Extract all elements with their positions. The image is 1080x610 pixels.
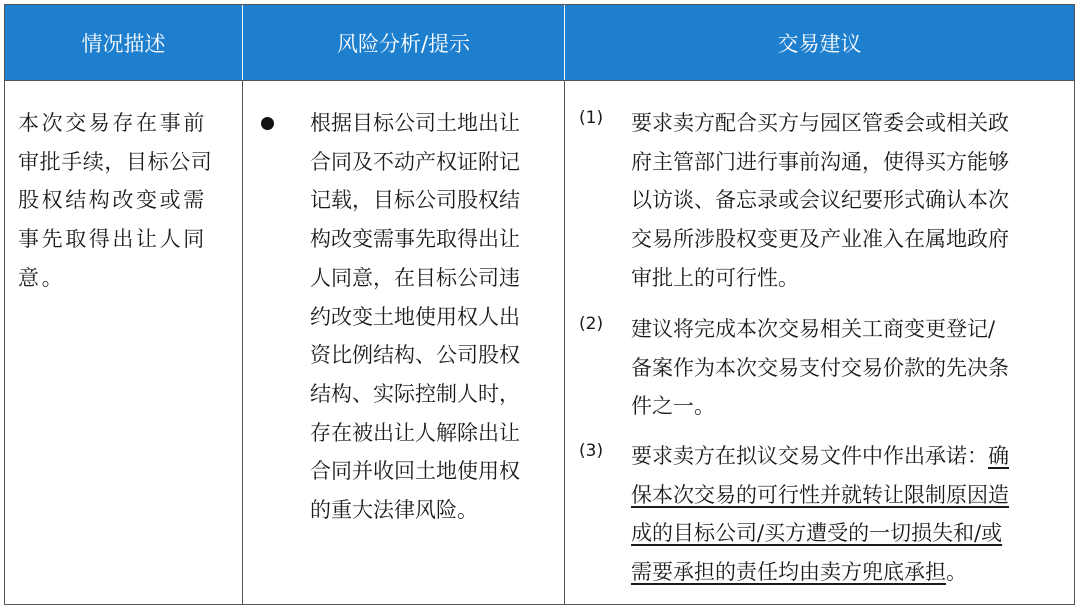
text-underlined-line: 成的目标公司/买方遭受的一切损失和/或 (631, 521, 1003, 546)
column-divider (564, 81, 565, 604)
item-number: (2) (579, 314, 604, 334)
text-line: 要求卖方配合买方与园区管委会或相关政 (631, 111, 1009, 135)
text-line: 资比例结构、公司股权 (310, 343, 520, 368)
text-line: 以访谈、备忘录或会议纪要形式确认本次 (631, 188, 1009, 213)
text-line: 交易所涉股权变更及产业准入在属地政府 (631, 227, 1009, 252)
item-number: (3) (579, 441, 604, 461)
text-line (631, 437, 1009, 476)
text-line: 的重大法律风险。 (310, 498, 478, 523)
header-divider (242, 5, 243, 80)
text-line: 府主管部门进行事前沟通，使得买方能够 (631, 149, 1009, 174)
text-line: 事先取得出让人同 (18, 227, 207, 252)
text-line: 人同意，在目标公司违 (310, 265, 520, 290)
text-line: 约改变土地使用权人出 (310, 304, 520, 329)
header-advice: 交易建议 (777, 32, 862, 56)
text-line: 审批上的可行性。 (631, 265, 799, 290)
text-line: 记载，目标公司股权结 (310, 188, 520, 213)
table-header (5, 5, 1074, 81)
item-text (631, 437, 1009, 592)
header-risk: 风险分析/提示 (336, 32, 471, 56)
text-line: 审批手续，目标公司 (18, 149, 213, 174)
column-divider (242, 81, 243, 604)
item-number: (1) (579, 108, 604, 128)
text-line: 备案作为本次交易支付交易价款的先决条 (631, 355, 1009, 380)
text-line: 本次交易存在事前 (18, 111, 207, 135)
text-line: 合同及不动产权证附记 (310, 149, 520, 174)
text-plain: 要求卖方在拟议交易文件中作出承诺： (631, 444, 988, 468)
text-line: 件之一。 (631, 394, 715, 419)
text-line: 意。 (18, 265, 66, 290)
text-line: 合同并收回土地使用权 (310, 459, 520, 484)
text-line: 建议将完成本次交易相关工商变更登记/ (631, 317, 996, 341)
text-line: 根据目标公司土地出让 (310, 111, 520, 135)
text-line: 股权结构改变或需 (18, 188, 207, 213)
item-text (631, 104, 1009, 298)
text-line (631, 553, 1009, 592)
text-line: 结构、实际控制人时， (310, 381, 520, 406)
text-underlined: 确 (988, 444, 1009, 468)
text-line: 构改变需事先取得出让 (310, 227, 520, 252)
bullet-icon (261, 117, 274, 130)
text-underlined-line: 保本次交易的可行性并就转让限制原因造 (631, 482, 1009, 507)
item-text (631, 310, 1009, 426)
situation-cell (18, 104, 236, 298)
header-divider (564, 5, 565, 80)
text-plain: 。 (946, 560, 967, 585)
text-underlined: 需要承担的责任均由卖方兜底承担 (631, 560, 946, 585)
text-line: 存在被出让人解除出让 (310, 420, 520, 445)
header-situation: 情况描述 (81, 32, 166, 56)
advice-table (4, 4, 1075, 605)
risk-cell (310, 104, 562, 530)
